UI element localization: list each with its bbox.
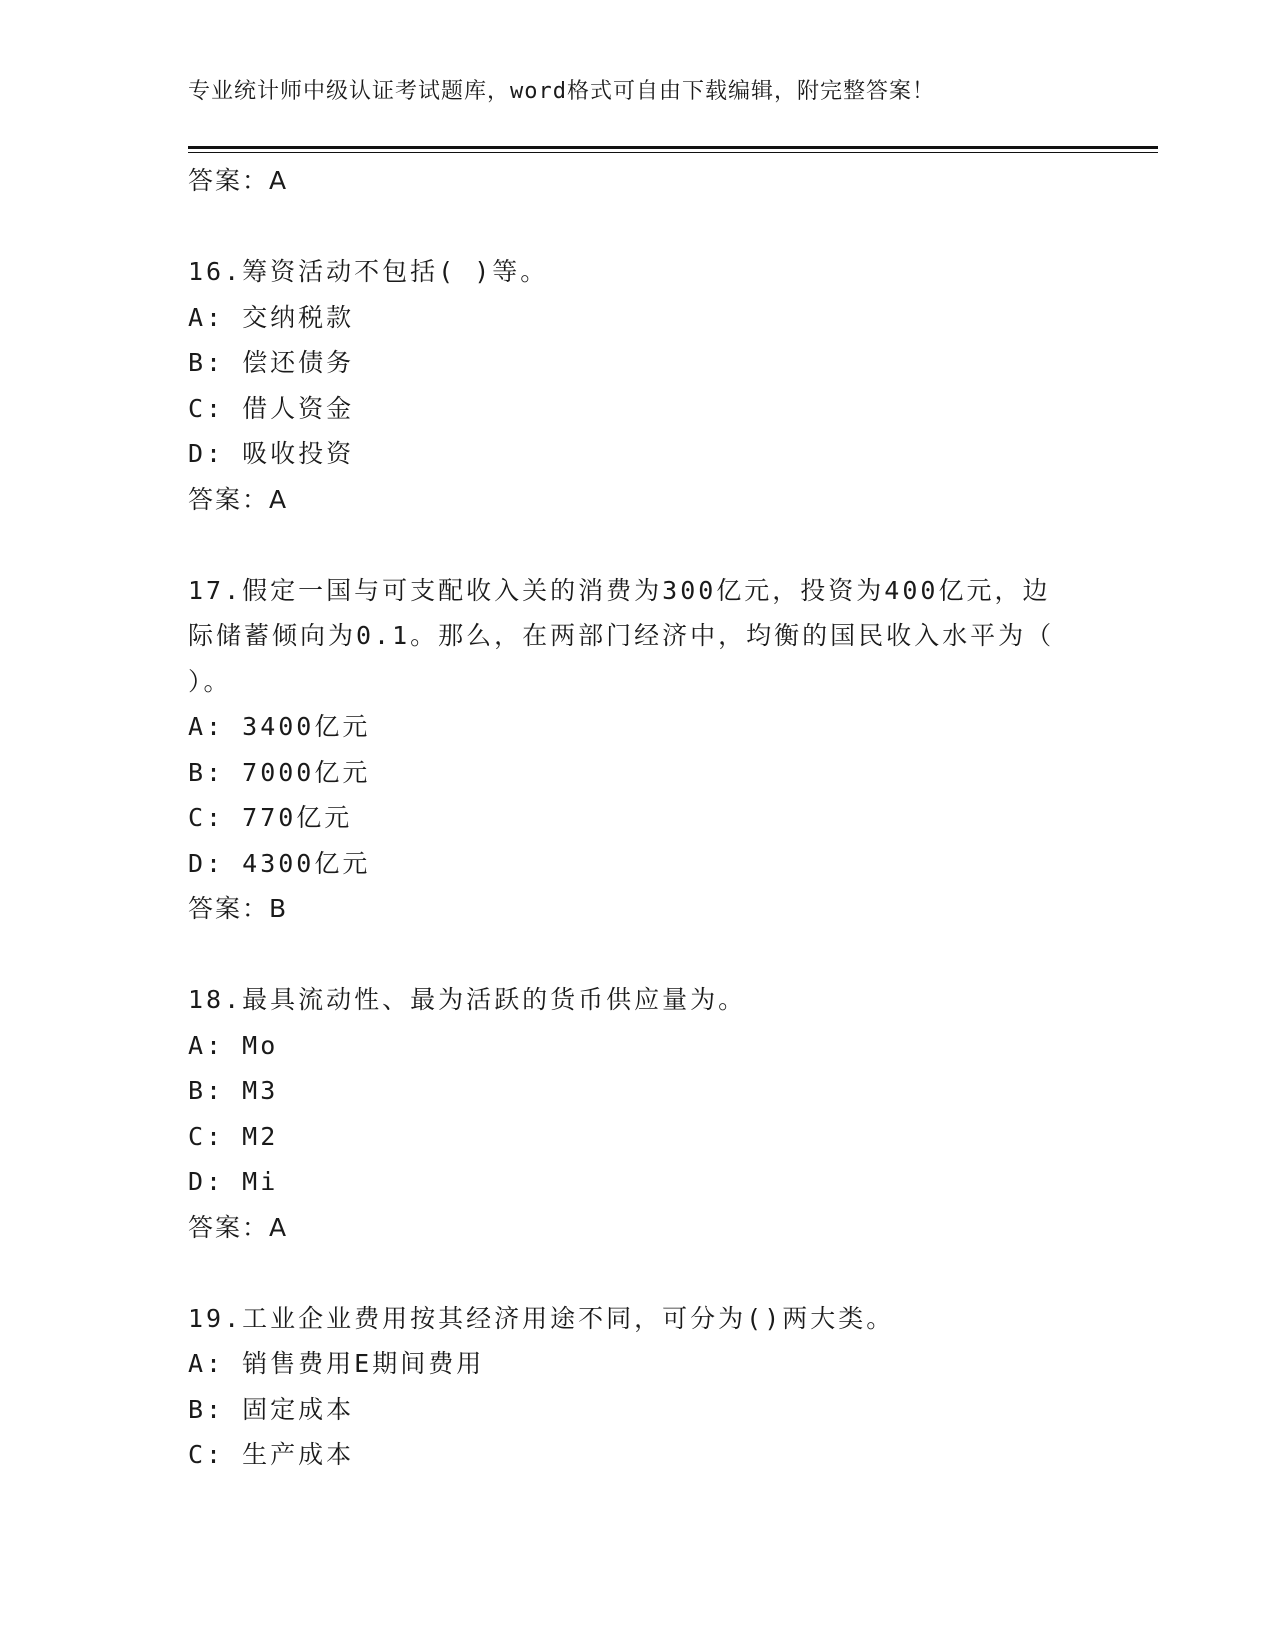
question-stem: 18.最具流动性、最为活跃的货币供应量为。 [188, 985, 747, 1014]
option-c: C: 生产成本 [188, 1440, 355, 1469]
question-16 [188, 249, 1088, 522]
answer-line: 答案：A [188, 484, 289, 514]
question-17 [188, 568, 1088, 932]
header-divider-thin [188, 152, 1158, 153]
option-c: C: 770亿元 [188, 803, 353, 832]
option-a: A: 3400亿元 [188, 712, 371, 741]
question-19 [188, 1296, 1088, 1478]
option-a: A: 销售费用E期间费用 [188, 1349, 485, 1378]
question-18 [188, 977, 1088, 1250]
option-a: A: 交纳税款 [188, 302, 355, 332]
option-d: D: 4300亿元 [188, 848, 371, 878]
option-c: C: 借人资金 [188, 393, 355, 423]
answer-line: 答案：A [188, 166, 289, 195]
question-stem: 19.工业企业费用按其经济用途不同，可分为()两大类。 [188, 1303, 895, 1333]
option-c: C: M2 [188, 1121, 279, 1151]
option-b: B: 7000亿元 [188, 757, 371, 787]
question-stem-cont: ）。 [188, 666, 232, 696]
option-d: D: 吸收投资 [188, 439, 355, 468]
option-a: A: Mo [188, 1030, 279, 1060]
header-divider [188, 146, 1158, 149]
document-page [188, 0, 1158, 1650]
answer-line: 答案：A [188, 1212, 289, 1242]
question-stem: 16.筹资活动不包括( )等。 [188, 257, 549, 286]
question-list [188, 158, 1088, 1478]
option-d: D: Mi [188, 1167, 279, 1196]
option-b: B: 固定成本 [188, 1394, 355, 1424]
option-b: B: M3 [188, 1076, 279, 1105]
question-stem: 17.假定一国与可支配收入关的消费为300亿元，投资为400亿元，边 [188, 575, 1051, 605]
answer-line: 答案：B [188, 894, 289, 923]
page-header: 专业统计师中级认证考试题库，word格式可自由下载编辑，附完整答案！ [188, 79, 935, 104]
question-stem-cont: 际储蓄倾向为0.1。那么，在两部门经济中，均衡的国民收入水平为（ [188, 621, 1055, 650]
option-b: B: 偿还债务 [188, 348, 355, 377]
